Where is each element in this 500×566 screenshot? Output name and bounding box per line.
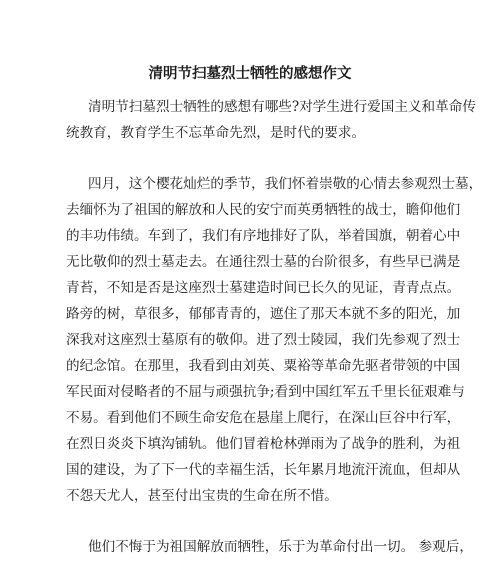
paragraph-2-line-1: 四月，这个樱花灿烂的季节，我们怀着崇敬的心情去参观烈士墓， bbox=[88, 176, 483, 192]
paragraph-2-line-8: 的纪念馆。在那里，我看到由刘英、粟裕等革命先驱者带领的中国 bbox=[66, 358, 461, 374]
paragraph-2-line-5: 青苔，不知是否是这座烈士墓建造时间已长久的见证，青青点点。 bbox=[66, 280, 461, 296]
paragraph-2-line-6: 路旁的树，草很多，郁郁青青的，遮住了那天本就不多的阳光，加 bbox=[66, 306, 461, 322]
paragraph-2-line-2: 去缅怀为了祖国的解放和人民的安宁而英勇牺牲的战士，瞻仰他们 bbox=[66, 202, 461, 218]
paragraph-2-line-4: 无比敬仰的烈士墓走去。在通往烈士墓的台阶很多，有些早已满是 bbox=[66, 254, 461, 270]
paragraph-1-line-1: 清明节扫墓烈士牺牲的感想有哪些?对学生进行爱国主义和革命传 bbox=[88, 99, 476, 115]
paragraph-2-line-3: 的丰功伟绩。车到了，我们有序地排好了队，举着国旗，朝着心中 bbox=[66, 228, 461, 244]
paragraph-2-line-11: 在烈日炎炎下填沟铺轨。他们冒着枪林弹雨为了战争的胜利，为祖 bbox=[66, 436, 461, 452]
document-title: 清明节扫墓烈士牺牲的感想作文 bbox=[148, 65, 352, 82]
paragraph-2-line-9: 军民面对侵略者的不屈与顽强抗争;看到中国红军五千里长征艰难与 bbox=[66, 384, 465, 400]
paragraph-2-line-10: 不易。看到他们不顾生命安危在悬崖上爬行，在深山巨谷中行军， bbox=[66, 410, 461, 426]
paragraph-2-line-12: 国的建设，为了下一代的幸福生活，长年累月地流汗流血，但却从 bbox=[66, 462, 461, 478]
paragraph-3-line-1: 他们不悔于为祖国解放而牺牲，乐于为革命付出一切。 参观后， bbox=[88, 539, 473, 555]
paragraph-1-line-2: 统教育，教育学生不忘革命先烈，是时代的要求。 bbox=[66, 125, 366, 141]
paragraph-2-line-7: 深我对这座烈士墓原有的敬仰。进了烈士陵园，我们先参观了烈士 bbox=[66, 332, 461, 348]
paragraph-2-line-13: 不怨天尤人，甚至付出宝贵的生命在所不惜。 bbox=[66, 488, 338, 504]
